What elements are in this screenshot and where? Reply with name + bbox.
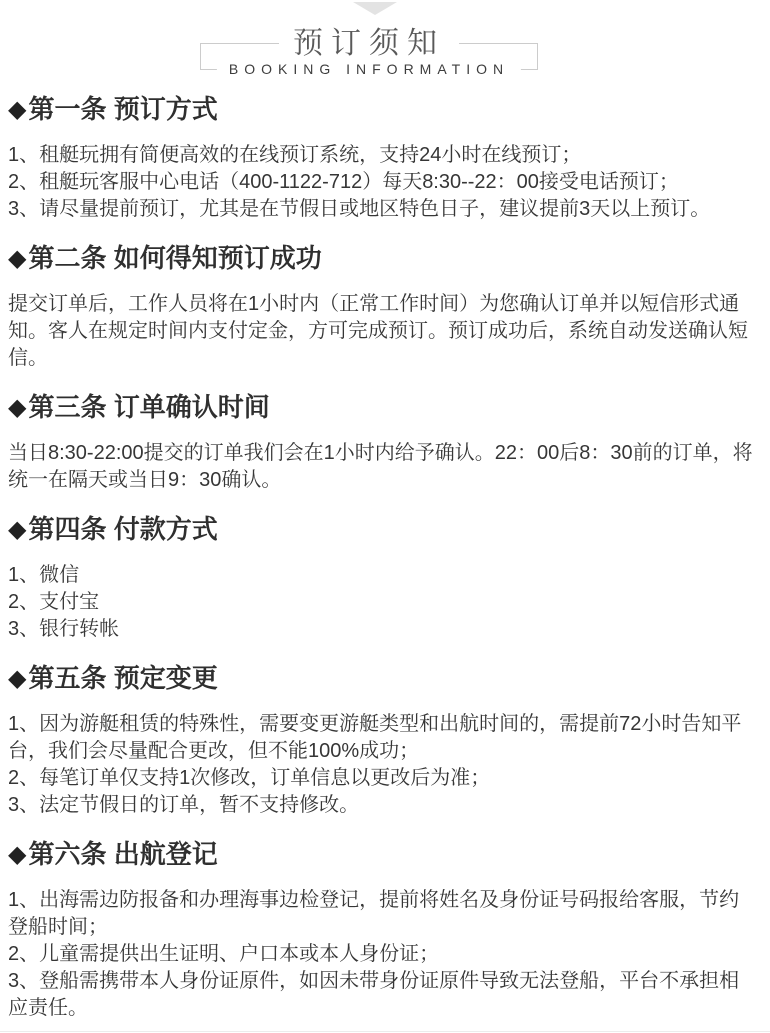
section-article-4 <box>8 516 756 643</box>
section-heading-2 <box>8 245 756 272</box>
rule-item: 1、微信 <box>8 564 80 586</box>
section-heading-5 <box>8 665 756 692</box>
rule-item: 2、支付宝 <box>8 591 100 613</box>
rule-item: 3、法定节假日的订单，暂不支持修改。 <box>8 794 360 816</box>
section-heading-text: 第五条 预定变更 <box>28 663 218 693</box>
section-heading-6 <box>8 841 756 868</box>
rule-item: 2、儿童需提供出生证明、户口本或本人身份证； <box>8 943 440 965</box>
section-article-2 <box>8 245 756 372</box>
page-title: 预订须知 <box>279 28 459 60</box>
rule-paragraph: 提交订单后，工作人员将在1小时内（正常工作时间）为您确认订单并以短信形式通知。客人在规定时间内支付定金，方可完成预订。预订成功后，系统自动发送确认短信。 <box>8 293 748 369</box>
rule-item: 1、因为游艇租赁的特殊性，需要变更游艇类型和出航时间的，需提前72小时告知平台，我们会尽量配合更改，但不能100%成功； <box>8 713 742 762</box>
diamond-bullet-icon: ◆ <box>8 394 27 421</box>
scroll-down-arrow-icon <box>353 2 397 15</box>
rule-item: 1、出海需边防报备和办理海事边检登记，提前将姓名及身份证号码报给客服，节约登船时间； <box>8 889 740 938</box>
header-frame <box>200 27 538 77</box>
section-heading-text: 第三条 订单确认时间 <box>28 392 270 422</box>
section-heading-text: 第一条 预订方式 <box>28 94 218 124</box>
rule-item: 3、银行转帐 <box>8 618 120 640</box>
section-article-1 <box>8 96 756 223</box>
rule-item: 2、租艇玩客服中心电话（400-1122-712）每天8:30--22：00接受电话预订； <box>8 171 679 193</box>
diamond-bullet-icon: ◆ <box>8 96 27 123</box>
rule-item: 2、每笔订单仅支持1次修改，订单信息以更改后为准； <box>8 767 491 789</box>
page-header <box>0 27 770 77</box>
section-heading-text: 第六条 出航登记 <box>28 839 218 869</box>
section-article-3 <box>8 394 756 494</box>
section-heading-text: 第四条 付款方式 <box>28 514 218 544</box>
rule-item: 1、租艇玩拥有简便高效的在线预订系统，支持24小时在线预订； <box>8 144 582 166</box>
diamond-bullet-icon: ◆ <box>8 245 27 272</box>
rule-paragraph: 当日8:30-22:00提交的订单我们会在1小时内给予确认。22：00后8：30前的订单，将统一在隔天或当日9：30确认。 <box>8 442 753 491</box>
rule-item: 3、登船需携带本人身份证原件，如因未带身份证原件导致无法登船，平台不承担相应责任。 <box>8 970 740 1019</box>
section-heading-text: 第二条 如何得知预订成功 <box>28 243 322 273</box>
section-article-5 <box>8 665 756 819</box>
section-heading-4 <box>8 516 756 543</box>
diamond-bullet-icon: ◆ <box>8 665 27 692</box>
bottom-divider <box>0 1031 770 1032</box>
section-heading-3 <box>8 394 756 421</box>
page-subtitle: BOOKING INFORMATION <box>217 62 521 76</box>
diamond-bullet-icon: ◆ <box>8 841 27 868</box>
rule-item: 3、请尽量提前预订，尤其是在节假日或地区特色日子，建议提前3天以上预订。 <box>8 198 711 220</box>
booking-rules-content <box>0 70 770 1022</box>
diamond-bullet-icon: ◆ <box>8 516 27 543</box>
section-article-6 <box>8 841 756 1022</box>
section-heading-1 <box>8 96 756 123</box>
